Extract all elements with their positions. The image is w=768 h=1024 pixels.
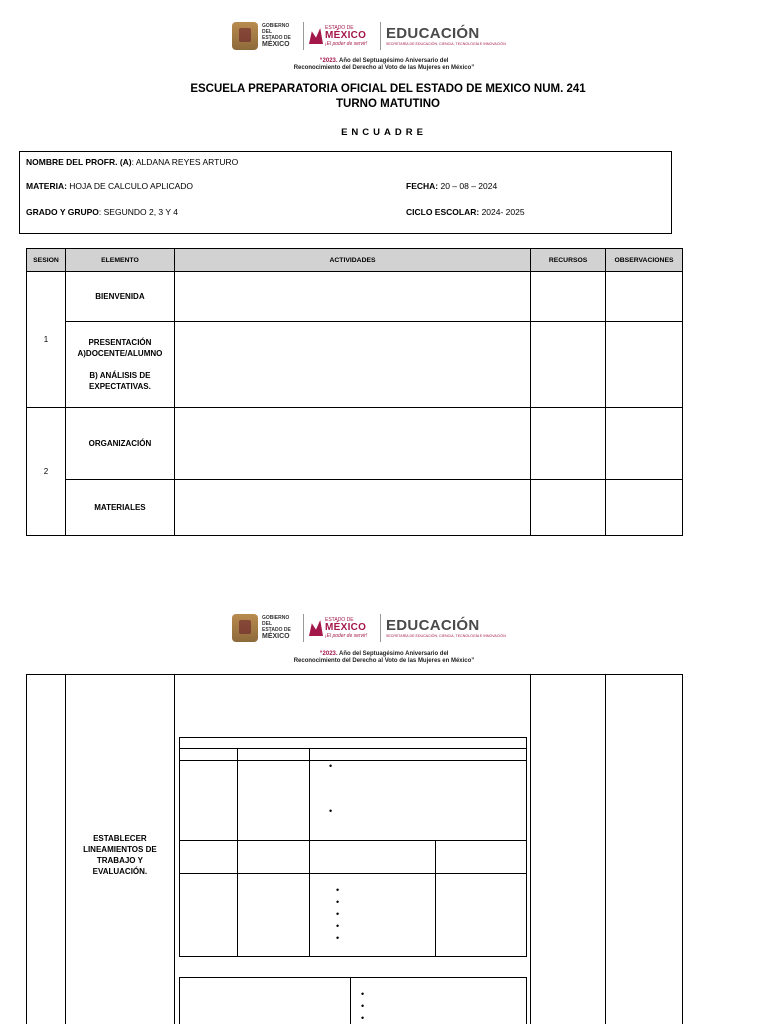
bullet-icon: •	[361, 1013, 365, 1023]
gov-text: GOBIERNO DEL ESTADO DE MÉXICO	[262, 615, 291, 640]
observation-cell	[606, 675, 683, 1024]
motto: “2023. Año del Septuagésimo Aniversario del Reconocimiento del Derecho al Voto de las Mujeres en México”	[293, 651, 475, 664]
observation-cell	[606, 322, 683, 408]
inner-table-vline	[350, 977, 351, 1024]
bullet-icon: •	[336, 897, 340, 907]
divider	[380, 614, 381, 642]
header-actividades: ACTIVIDADES	[174, 249, 530, 272]
bullet-icon: •	[361, 1001, 365, 1011]
bullet-icon: •	[329, 806, 333, 816]
divider	[303, 22, 304, 50]
element-cell: ORGANIZACIÓN	[65, 408, 174, 480]
header-elemento: ELEMENTO	[65, 249, 174, 272]
header-sesion: SESION	[27, 249, 66, 272]
gov-text: GOBIERNO DEL ESTADO DE MÉXICO	[262, 23, 291, 48]
element-cell: PRESENTACIÓN A)DOCENTE/ALUMNO B) ANÁLISIS DE EXPECTATIVAS.	[65, 322, 174, 408]
inner-table-line	[179, 873, 527, 874]
cycle-row: CICLO ESCOLAR: 2024- 2025	[406, 207, 525, 217]
resource-cell	[531, 480, 606, 536]
divider	[380, 22, 381, 50]
element-cell: ESTABLECER LINEAMIENTOS DE TRABAJO Y EVALUACIÓN.	[65, 675, 174, 1024]
info-box	[19, 151, 672, 234]
inner-table-vline	[435, 840, 436, 957]
document-title: ENCUADRE	[341, 127, 427, 138]
header-recursos: RECURSOS	[531, 249, 606, 272]
mexico-mark-icon	[309, 620, 323, 636]
group-row: GRADO Y GRUPO: SEGUNDO 2, 3 Y 4	[26, 207, 178, 217]
header-observaciones: OBSERVACIONES	[606, 249, 683, 272]
bullet-icon: •	[329, 761, 333, 771]
education-logo: EDUCACIÓN SECRETARÍA DE EDUCACIÓN, CIENCIA, TECNOLOGÍA E INNOVACIÓN	[386, 616, 506, 638]
bullet-icon: •	[361, 989, 365, 999]
header-logos	[232, 18, 544, 54]
inner-table-vline	[309, 748, 310, 957]
activity-cell	[174, 272, 530, 322]
state-seal-icon	[232, 614, 258, 642]
teacher-row: NOMBRE DEL PROFR. (A): ALDANA REYES ARTURO	[26, 157, 239, 167]
resource-cell	[531, 408, 606, 480]
inner-table-2-border	[179, 977, 527, 1024]
inner-table-vline	[237, 748, 238, 957]
inner-table-border	[179, 737, 527, 957]
activity-cell	[174, 322, 530, 408]
divider	[303, 614, 304, 642]
bullet-icon: •	[336, 921, 340, 931]
inner-table-line	[179, 748, 527, 749]
header-logos	[232, 610, 544, 646]
bullet-icon: •	[336, 909, 340, 919]
inner-table-line	[179, 840, 527, 841]
mexico-mark-icon	[309, 28, 323, 44]
bullet-icon: •	[336, 933, 340, 943]
encuadre-table	[26, 248, 683, 536]
school-heading: ESCUELA PREPARATORIA OFICIAL DEL ESTADO DE MEXICO NUM. 241 TURNO MATUTINO	[190, 83, 586, 110]
session-number	[27, 675, 66, 1024]
resource-cell	[531, 322, 606, 408]
state-seal-icon	[232, 22, 258, 50]
observation-cell	[606, 480, 683, 536]
resource-cell	[531, 272, 606, 322]
education-logo: EDUCACIÓN SECRETARÍA DE EDUCACIÓN, CIENCIA, TECNOLOGÍA E INNOVACIÓN	[386, 24, 506, 46]
element-cell: BIENVENIDA	[65, 272, 174, 322]
bullet-icon: •	[336, 885, 340, 895]
inner-table-line	[179, 760, 527, 761]
observation-cell	[606, 272, 683, 322]
activity-cell	[174, 480, 530, 536]
session-number: 1	[27, 272, 66, 408]
subject-row: MATERIA: HOJA DE CALCULO APLICADO	[26, 181, 194, 191]
date-row: FECHA: 20 – 08 – 2024	[406, 181, 498, 191]
observation-cell	[606, 408, 683, 480]
motto: “2023. Año del Septuagésimo Aniversario del Reconocimiento del Derecho al Voto de las Mujeres en México”	[293, 58, 475, 71]
resource-cell	[531, 675, 606, 1024]
activity-cell	[174, 408, 530, 480]
element-cell: MATERIALES	[65, 480, 174, 536]
mexico-logo: ESTADO DE MÉXICO ¡El poder de servir!	[309, 24, 375, 48]
mexico-logo: ESTADO DE MÉXICO ¡El poder de servir!	[309, 616, 375, 640]
session-number: 2	[27, 408, 66, 536]
